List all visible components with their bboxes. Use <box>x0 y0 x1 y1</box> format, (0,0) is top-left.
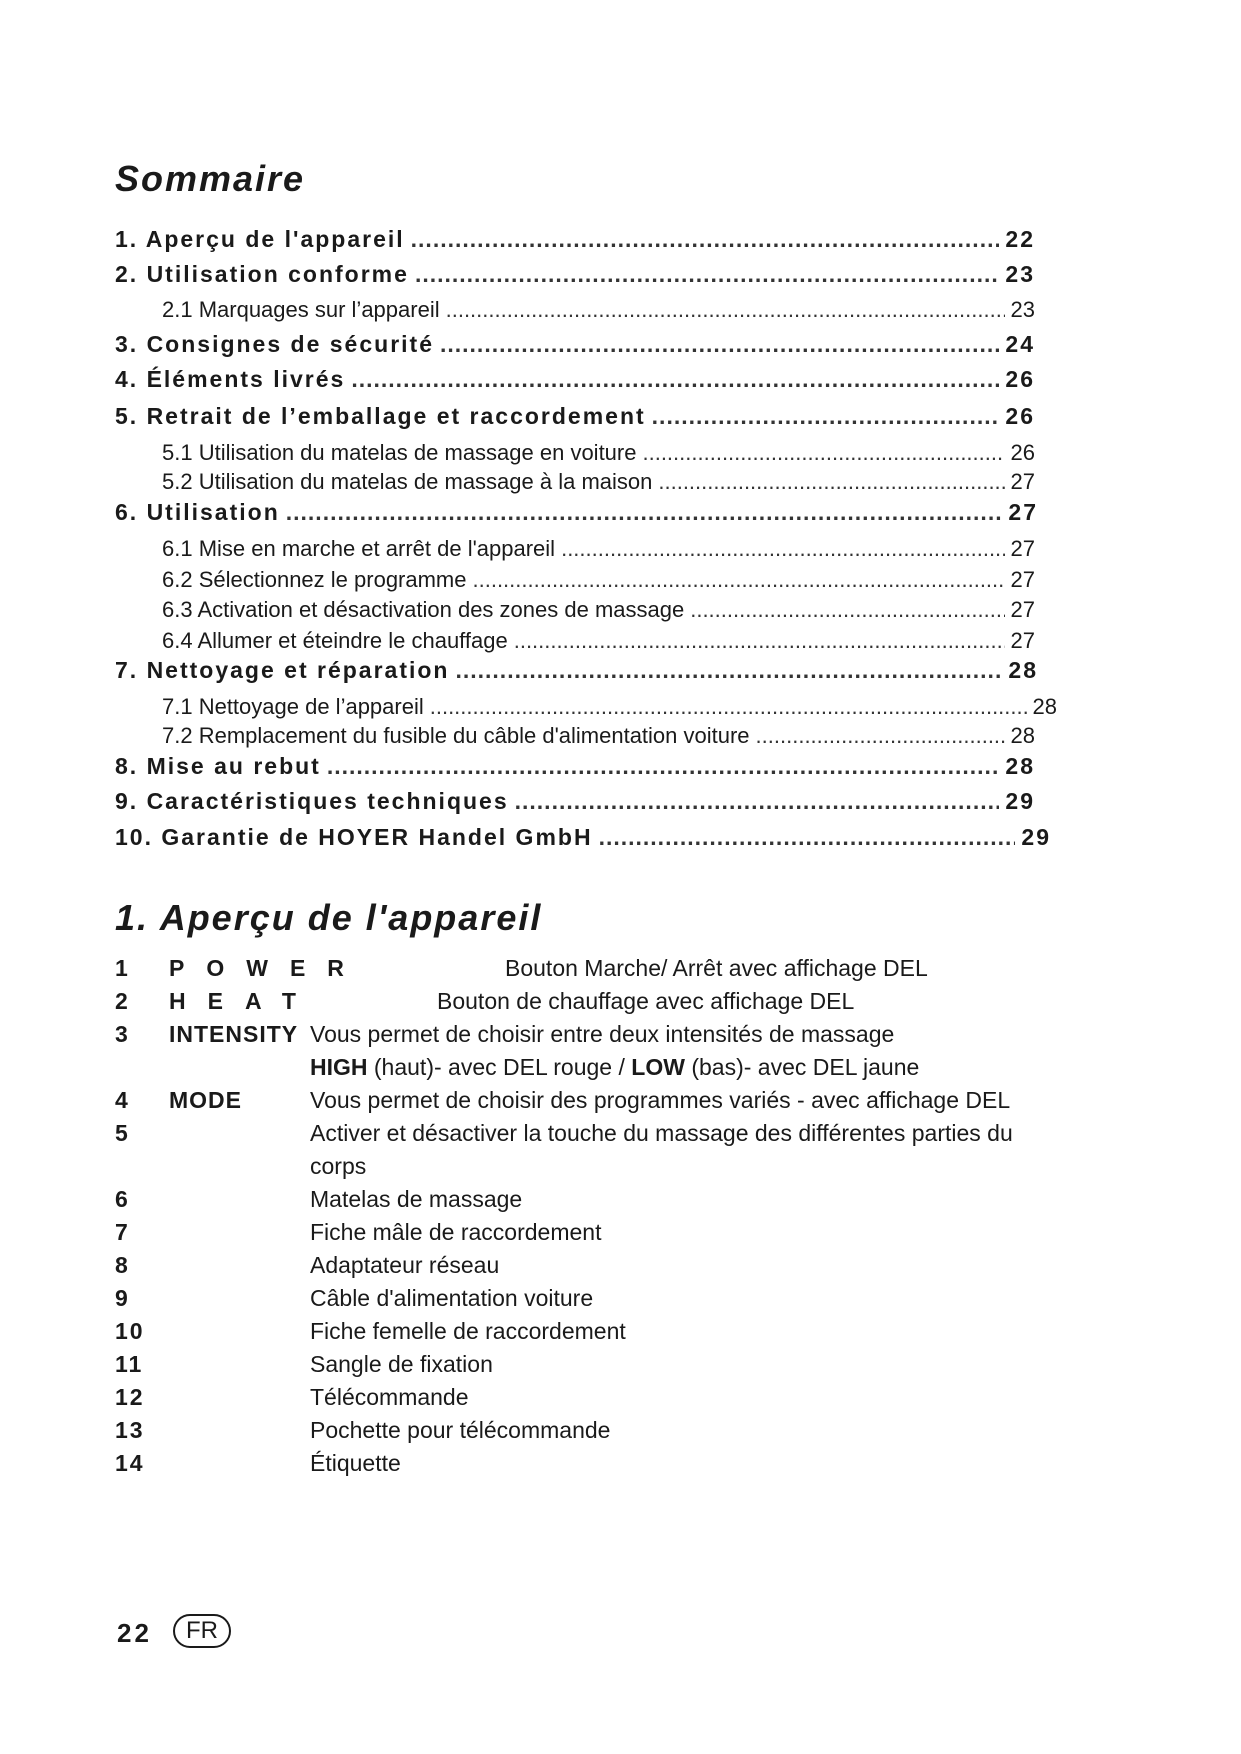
low-label: LOW <box>631 1054 685 1080</box>
high-text: (haut)- avec DEL rouge / <box>373 1054 625 1080</box>
toc-entry-label: 6.1 Mise en marche et arrêt de l'appareil <box>162 536 556 561</box>
part-description: Adaptateur réseau <box>310 1252 500 1278</box>
part-item <box>115 1186 1065 1220</box>
part-number: 3 <box>115 1021 130 1047</box>
toc-entry-page: 27 <box>1010 628 1035 653</box>
toc-leader-dots <box>430 694 1027 720</box>
part-description: Bouton Marche/ Arrêt avec affichage DEL <box>505 955 928 981</box>
part-description: Télécommande <box>310 1384 469 1410</box>
part-item <box>115 1021 1065 1055</box>
toc-entry-page: 28 <box>1008 657 1038 683</box>
toc-entry-label: 4. Éléments livrés <box>115 366 346 392</box>
toc-entry-label: 2. Utilisation conforme <box>115 261 409 287</box>
toc-leader-dots <box>599 824 1016 851</box>
toc-leader-dots <box>514 628 1005 654</box>
toc-entry[interactable] <box>115 788 1035 818</box>
toc-entry[interactable] <box>115 226 1035 256</box>
toc-entry[interactable] <box>115 366 1035 396</box>
toc-leader-dots <box>415 261 999 288</box>
toc-title: Sommaire <box>115 158 306 199</box>
toc-leader-dots <box>327 753 1000 780</box>
toc-entry[interactable] <box>115 499 1038 529</box>
part-description: Étiquette <box>310 1450 401 1476</box>
part-number: 7 <box>115 1219 130 1245</box>
part-item <box>115 1450 1065 1484</box>
part-description <box>310 1054 919 1081</box>
part-item <box>115 1087 1065 1121</box>
toc-entry-label: 7.1 Nettoyage de l’appareil <box>162 694 424 719</box>
toc-leader-dots <box>440 331 999 358</box>
toc-entry-page: 24 <box>1005 331 1035 357</box>
toc-entry-page: 27 <box>1008 499 1038 525</box>
part-item <box>115 1384 1065 1418</box>
part-number: 14 <box>115 1450 145 1476</box>
toc-leader-dots <box>446 297 1005 323</box>
toc-entry[interactable] <box>115 657 1038 687</box>
part-item <box>115 1252 1065 1286</box>
part-description: corps <box>310 1153 367 1179</box>
toc-entry-page: 28 <box>1032 694 1057 719</box>
toc-entry-label: 7.2 Remplacement du fusible du câble d'alimentation voiture <box>162 723 750 748</box>
toc-leader-dots <box>286 499 1003 526</box>
toc-leader-dots <box>473 567 1005 593</box>
toc-entry-page: 23 <box>1010 297 1035 322</box>
part-description: Sangle de fixation <box>310 1351 493 1377</box>
toc-entry-page: 28 <box>1010 723 1035 748</box>
part-number: 8 <box>115 1252 130 1278</box>
part-key: INTENSITY <box>169 1021 299 1047</box>
toc-entry-label: 8. Mise au rebut <box>115 753 321 779</box>
high-label: HIGH <box>310 1054 368 1080</box>
toc-entry-label: 7. Nettoyage et réparation <box>115 657 450 683</box>
toc-leader-dots <box>411 226 1000 253</box>
toc-entry-label: 9. Caractéristiques techniques <box>115 788 509 814</box>
section-title: 1. Aperçu de l'appareil <box>115 897 543 938</box>
part-number: 9 <box>115 1285 130 1311</box>
part-number: 11 <box>115 1351 144 1377</box>
toc-entry-page: 27 <box>1010 469 1035 494</box>
toc-subentry[interactable] <box>162 723 1035 753</box>
language-badge: FR <box>173 1614 231 1648</box>
toc-subentry[interactable] <box>162 469 1035 499</box>
toc-entry-label: 10. Garantie de HOYER Handel GmbH <box>115 824 593 850</box>
part-item <box>115 988 1065 1022</box>
toc-subentry[interactable] <box>162 440 1035 470</box>
part-item <box>115 1285 1065 1319</box>
toc-entry-label: 6.3 Activation et désactivation des zones de massage <box>162 597 685 622</box>
toc-entry-page: 22 <box>1005 226 1035 252</box>
toc-entry[interactable] <box>115 824 1051 854</box>
part-number: 2 <box>115 988 130 1014</box>
toc-entry-page: 27 <box>1010 536 1035 561</box>
toc-leader-dots <box>455 657 1002 684</box>
toc-entry-label: 5. Retrait de l’emballage et raccordement <box>115 403 646 429</box>
toc-subentry[interactable] <box>162 297 1035 327</box>
toc-entry-page: 26 <box>1005 403 1035 429</box>
toc-entry-label: 2.1 Marquages sur l’appareil <box>162 297 440 322</box>
toc-entry-label: 3. Consignes de sécurité <box>115 331 434 357</box>
toc-entry[interactable] <box>115 403 1035 433</box>
part-number: 4 <box>115 1087 130 1113</box>
part-item <box>115 1120 1065 1154</box>
part-item <box>115 1417 1065 1451</box>
toc-entry-label: 6.2 Sélectionnez le programme <box>162 567 467 592</box>
toc-leader-dots <box>658 469 1004 495</box>
toc-entry[interactable] <box>115 331 1035 361</box>
part-number: 5 <box>115 1120 130 1146</box>
part-description: Activer et désactiver la touche du massage des différentes parties du <box>310 1120 1013 1146</box>
toc-entry-page: 29 <box>1021 824 1051 850</box>
part-number: 10 <box>115 1318 145 1344</box>
toc-entry-page: 26 <box>1010 440 1035 465</box>
toc-subentry[interactable] <box>162 567 1035 597</box>
part-description: Matelas de massage <box>310 1186 523 1212</box>
page-number: 22 <box>117 1618 152 1648</box>
toc-subentry[interactable] <box>162 597 1035 627</box>
low-text: (bas)- avec DEL jaune <box>691 1054 920 1080</box>
toc-subentry[interactable] <box>162 536 1035 566</box>
toc-leader-dots <box>351 366 999 393</box>
toc-leader-dots <box>756 723 1005 749</box>
toc-entry[interactable] <box>115 753 1035 783</box>
toc-entry-page: 26 <box>1005 366 1035 392</box>
part-number: 1 <box>115 955 130 981</box>
toc-entry-label: 5.1 Utilisation du matelas de massage en voiture <box>162 440 637 465</box>
part-number: 12 <box>115 1384 145 1410</box>
toc-leader-dots <box>690 597 1004 623</box>
toc-subentry[interactable] <box>162 694 1057 724</box>
toc-entry-page: 29 <box>1005 788 1035 814</box>
part-description: Vous permet de choisir entre deux intensités de massage <box>310 1021 895 1047</box>
part-description: Fiche femelle de raccordement <box>310 1318 626 1344</box>
part-number: 6 <box>115 1186 130 1212</box>
toc-entry[interactable] <box>115 261 1035 291</box>
part-item-continuation <box>115 1054 1065 1088</box>
part-description: Bouton de chauffage avec affichage DEL <box>437 988 855 1014</box>
toc-entry-page: 27 <box>1010 597 1035 622</box>
part-item <box>115 955 1065 989</box>
part-description: Câble d'alimentation voiture <box>310 1285 594 1311</box>
part-key: POWER <box>169 955 366 981</box>
part-item-continuation <box>115 1153 1065 1187</box>
part-item <box>115 1318 1065 1352</box>
part-key: MODE <box>169 1087 242 1113</box>
part-number: 13 <box>115 1417 145 1443</box>
toc-entry-label: 1. Aperçu de l'appareil <box>115 226 405 252</box>
toc-entry-page: 23 <box>1005 261 1035 287</box>
part-item <box>115 1219 1065 1253</box>
toc-entry-label: 6. Utilisation <box>115 499 280 525</box>
part-description: Fiche mâle de raccordement <box>310 1219 602 1245</box>
toc-entry-label: 5.2 Utilisation du matelas de massage à la maison <box>162 469 653 494</box>
toc-leader-dots <box>515 788 1000 815</box>
toc-leader-dots <box>642 440 1004 466</box>
toc-entry-label: 6.4 Allumer et éteindre le chauffage <box>162 628 508 653</box>
toc-leader-dots <box>561 536 1004 562</box>
toc-entry-page: 28 <box>1005 753 1035 779</box>
part-description: Vous permet de choisir des programmes variés - avec affichage DEL <box>310 1087 1011 1113</box>
toc-entry-page: 27 <box>1010 567 1035 592</box>
toc-subentry[interactable] <box>162 628 1035 658</box>
toc-leader-dots <box>652 403 1000 430</box>
part-item <box>115 1351 1065 1385</box>
part-key: HEAT <box>169 988 318 1014</box>
part-description: Pochette pour télécommande <box>310 1417 611 1443</box>
